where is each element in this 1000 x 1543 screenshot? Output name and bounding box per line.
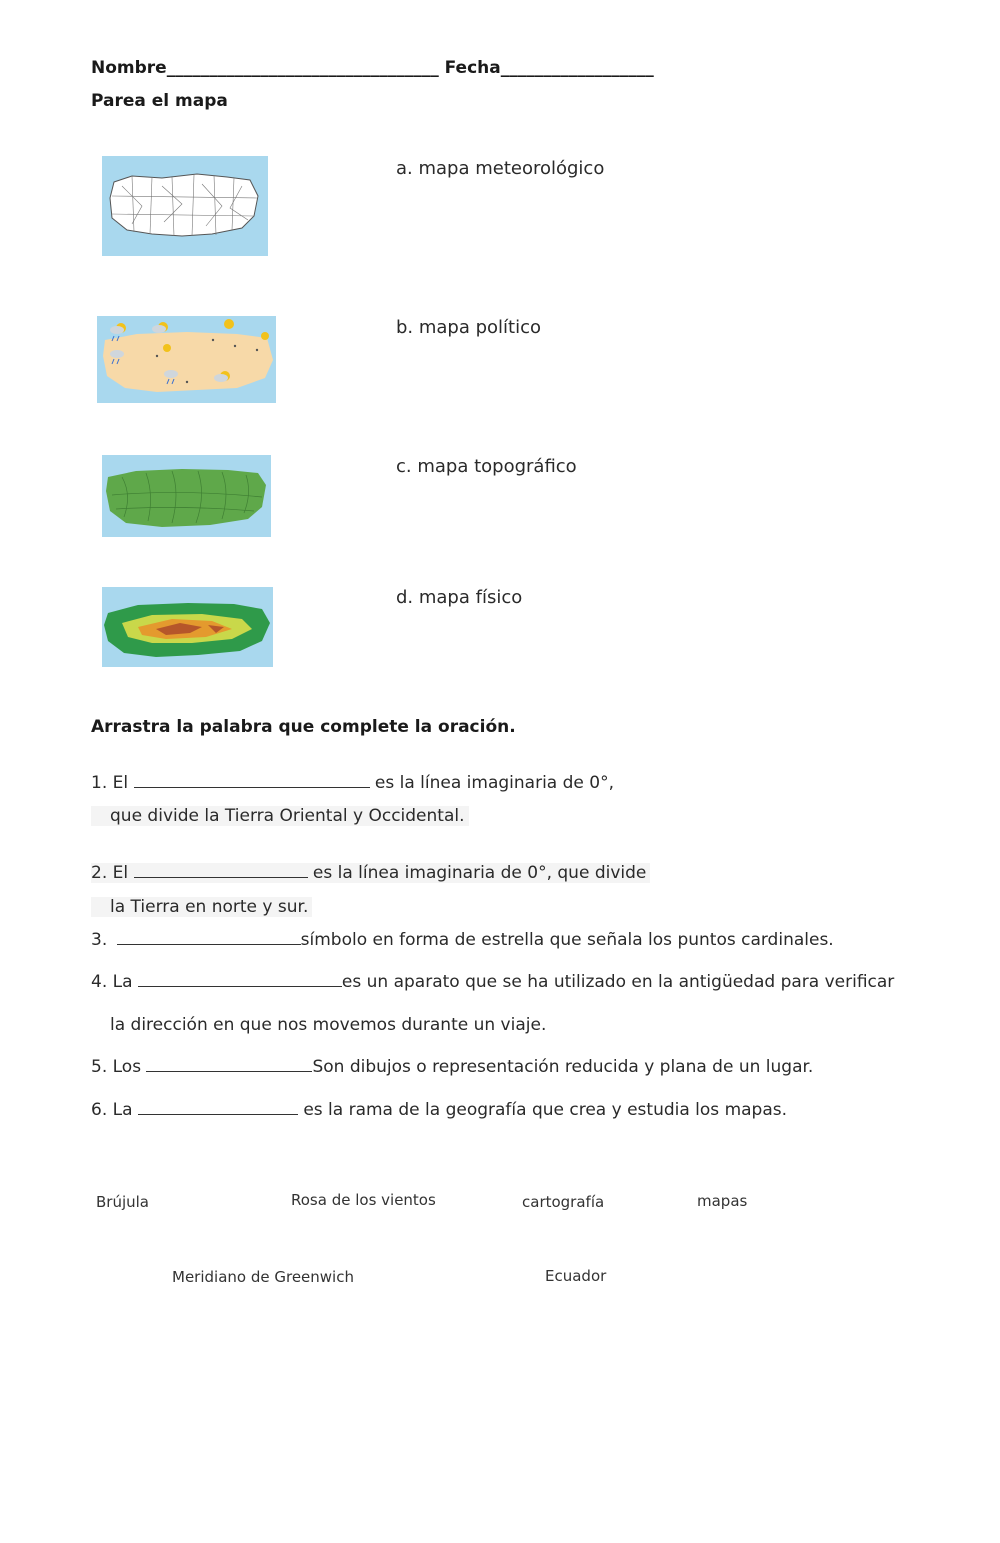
option-b[interactable]: b. mapa político bbox=[396, 317, 542, 338]
sentence-3: 3. símbolo en forma de estrella que señala los puntos cardinales. bbox=[91, 930, 834, 950]
date-blank[interactable]: __________________ bbox=[500, 58, 654, 78]
date-label: Fecha bbox=[444, 58, 501, 78]
sentence-1: 1. El es la línea imaginaria de 0°, bbox=[91, 773, 614, 793]
sentence-2-cont: la Tierra en norte y sur. bbox=[91, 897, 312, 917]
topographic-map-image[interactable] bbox=[102, 455, 271, 537]
answer-blank-1[interactable] bbox=[134, 773, 370, 788]
word-mapas[interactable]: mapas bbox=[697, 1192, 748, 1210]
sentence-5: 5. Los Son dibujos o representación reducida y plana de un lugar. bbox=[91, 1057, 814, 1077]
answer-blank-6[interactable] bbox=[138, 1100, 298, 1115]
option-c[interactable]: c. mapa topográfico bbox=[396, 456, 577, 477]
weather-map-image[interactable] bbox=[97, 316, 276, 403]
sentence-6: 6. La es la rama de la geografía que crea y estudia los mapas. bbox=[91, 1100, 788, 1120]
option-d[interactable]: d. mapa físico bbox=[396, 587, 523, 608]
physical-map-image[interactable] bbox=[102, 587, 273, 667]
name-label: Nombre________________________________ Fecha__________________ bbox=[91, 58, 654, 78]
name-blank[interactable]: ________________________________ bbox=[166, 58, 439, 78]
answer-blank-2[interactable] bbox=[134, 863, 308, 878]
sentence-2: 2. El es la línea imaginaria de 0°, que divide bbox=[91, 863, 650, 883]
word-cartografia[interactable]: cartografía bbox=[522, 1193, 605, 1211]
sentence-4: 4. La es un aparato que se ha utilizado en la antigüedad para verificar bbox=[91, 972, 895, 992]
sentence-4-cont: la dirección en que nos movemos durante un viaje. bbox=[110, 1015, 547, 1035]
word-meridiano-de-greenwich[interactable]: Meridiano de Greenwich bbox=[172, 1268, 354, 1286]
answer-blank-4[interactable] bbox=[138, 972, 342, 987]
section2-title: Arrastra la palabra que complete la oración. bbox=[91, 717, 516, 737]
word-rosa-de-los-vientos[interactable]: Rosa de los vientos bbox=[291, 1191, 436, 1209]
sentence-1-cont: que divide la Tierra Oriental y Occidental. bbox=[91, 806, 469, 826]
political-map-image[interactable] bbox=[102, 156, 268, 256]
option-a[interactable]: a. mapa meteorológico bbox=[396, 158, 605, 179]
section1-title: Parea el mapa bbox=[91, 91, 228, 111]
word-ecuador[interactable]: Ecuador bbox=[545, 1267, 607, 1285]
answer-blank-5[interactable] bbox=[146, 1057, 312, 1072]
word-brujula[interactable]: Brújula bbox=[96, 1193, 149, 1211]
answer-blank-3[interactable] bbox=[117, 930, 301, 945]
